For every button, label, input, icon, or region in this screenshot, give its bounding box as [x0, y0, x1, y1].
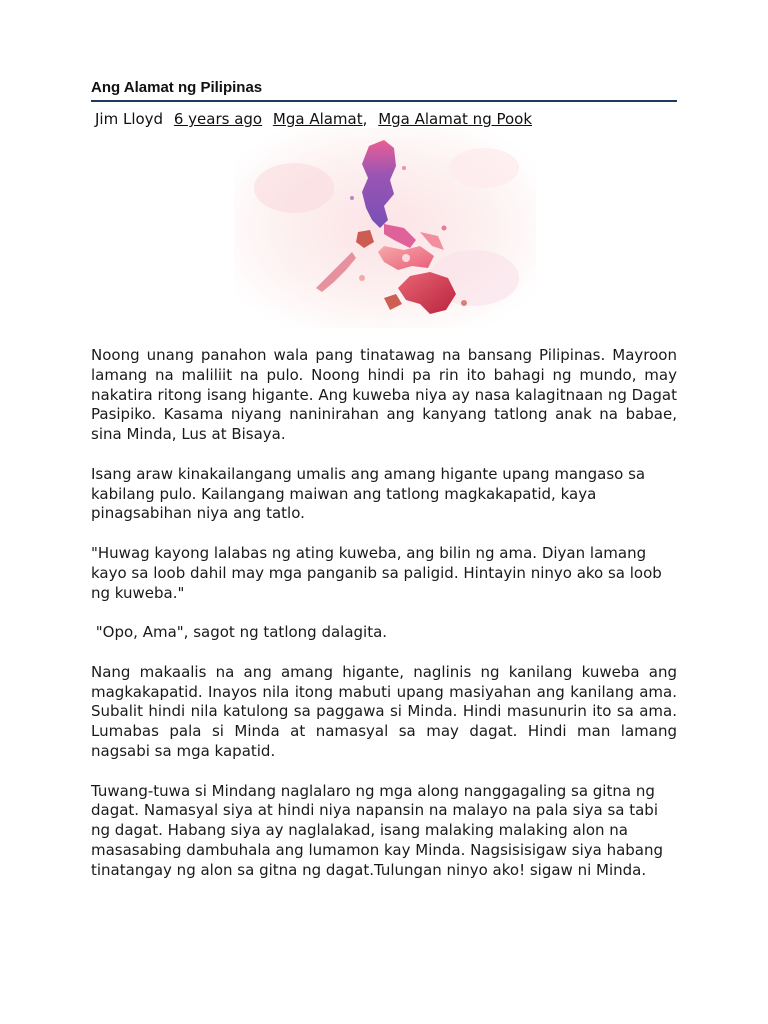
- category-link-mga-alamat-ng-pook[interactable]: Mga Alamat ng Pook: [378, 110, 533, 128]
- paragraph-5: Nang makaalis na ang amang higante, naglinis ng kanilang kuweba ang magkakapatid. Inayos nila itong mabuti upang masiyahan ang kanilang ama. Subalit hindi nila katulong sa paggawa si Minda. Hindi masunurin ito sa ama. Lumabas pala si Minda at namasyal sa may dagat. Hindi man lamang nagsabi sa mga kapatid.: [91, 662, 677, 760]
- title-divider: [91, 100, 677, 102]
- paragraph-2: Isang araw kinakailangang umalis ang amang higante upang mangaso sa kabilang pulo. Kailangang maiwan ang tatlong magkakapatid, kaya pinagsabihan niya ang tatlo.: [91, 464, 646, 523]
- post-date-link[interactable]: 6 years ago: [173, 110, 263, 128]
- paragraph-3: "Huwag kayong lalabas ng ating kuweba, ang bilin ng ama. Diyan lamang kayo sa loob dahil may mga panganib sa paligid. Hintayin ninyo ako sa loob ng kuweba.": [91, 543, 662, 602]
- paragraph-1: Noong unang panahon wala pang tinatawag na bansang Pilipinas. Mayroon lamang na maliliit na pulo. Noong hindi pa rin ito bahagi ng mundo, may nakatira ritong isang higante. Ang kuweba niya ay nasa kalagitnaan ng Dagat Pasipiko. Kasama niyang naninirahan ang kanyang tatlong anak na babae, sina Minda, Lus at Bisaya.: [91, 346, 677, 444]
- category-separator: ,: [362, 110, 368, 128]
- author-name: Jim Lloyd: [95, 110, 164, 128]
- category-link-mga-alamat[interactable]: Mga Alamat: [272, 110, 363, 128]
- byline: [95, 110, 532, 129]
- paragraph-4: "Opo, Ama", sagot ng tatlong dalagita.: [91, 623, 388, 642]
- paragraph-6: Tuwang-tuwa si Mindang naglalaro ng mga along nanggagaling sa gitna ng dagat. Namasyal siya at hindi niya napansin na malayo na pala siya sa tabi ng dagat. Habang siya ay naglalakad, isang malaking malaking alon na masasabing dambuhala ang lumamon kay Minda. Nagsisisigaw siya habang tinatangay ng alon sa gitna ng dagat.Tulungan ninyo ako! sigaw ni Minda.: [91, 781, 664, 879]
- philippines-map-image: [234, 128, 536, 328]
- article-body: [91, 346, 677, 900]
- philippines-map-icon: [234, 128, 536, 328]
- article-title: Ang Alamat ng Pilipinas: [91, 79, 263, 96]
